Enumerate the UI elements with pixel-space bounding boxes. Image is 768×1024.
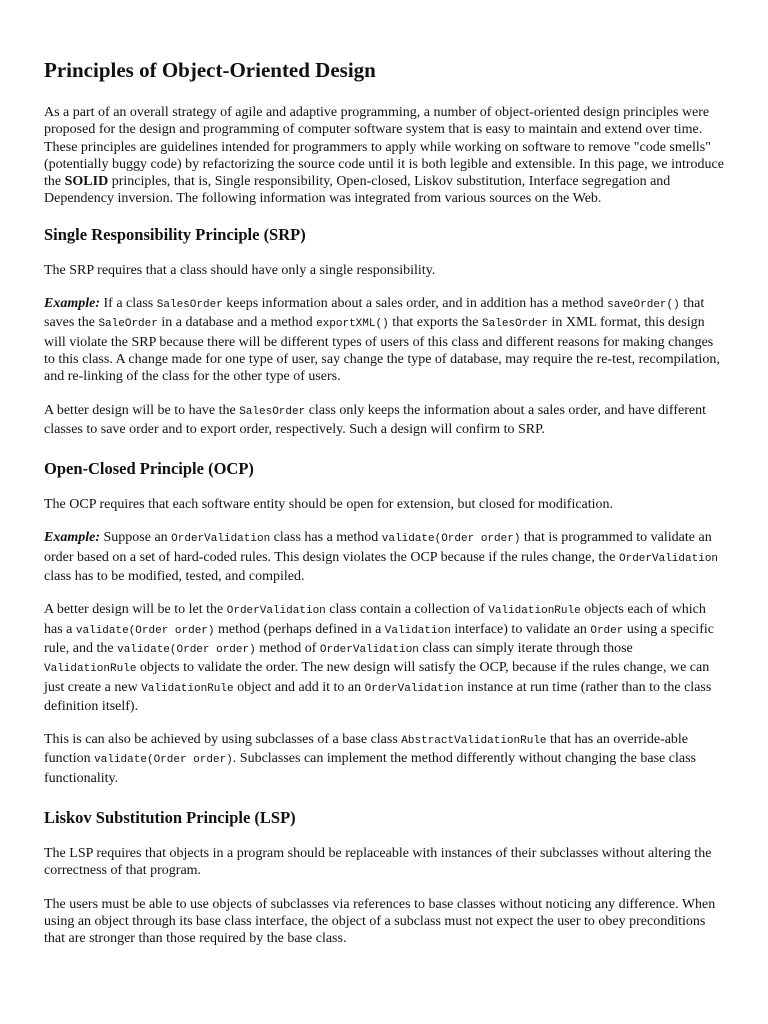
lsp-heading: Liskov Substitution Principle (LSP) <box>44 808 296 828</box>
code-validation: Validation <box>384 624 451 637</box>
intro-paragraph: As a part of an overall strategy of agile and adaptive programming, a number of object-oriented design principles were proposed for the design and programming of computer software system that is easy to maintain and extend over time. These principles are guidelines intended for programmers to apply while working on software to remove "code smells" (potentially buggy code) by refactorizing the source code until it is both legible and extensible. In this page, we introduce the SOLID principles, that is, Single responsibility, Open-closed, Liskov substitution, Interface segregation and Dependency inversion. The following information was integrated from various sources on the Web. <box>44 105 724 207</box>
code-saveorder: saveOrder() <box>607 299 680 312</box>
code-validationrule: ValidationRule <box>141 682 234 695</box>
code-salesorder: SalesOrder <box>239 405 306 418</box>
code-ordervalidation: OrderValidation <box>364 682 464 695</box>
srp-definition: The SRP requires that a class should have only a single responsibility. <box>44 262 436 278</box>
ocp-heading: Open-Closed Principle (OCP) <box>44 459 254 479</box>
code-order: Order <box>590 624 624 637</box>
code-validate: validate(Order order) <box>94 754 233 767</box>
code-exportxml: exportXML() <box>316 318 389 331</box>
code-salesorder: SalesOrder <box>156 299 223 312</box>
example-label: Example: <box>44 296 100 312</box>
code-ordervalidation: OrderValidation <box>619 552 719 565</box>
lsp-definition: The LSP requires that objects in a program should be replaceable with instances of their subclasses without altering the correctness of that program. <box>44 846 712 879</box>
srp-heading: Single Responsibility Principle (SRP) <box>44 224 306 244</box>
code-validationrule: ValidationRule <box>488 605 581 618</box>
code-validate: validate(Order order) <box>117 643 256 656</box>
code-ordervalidation: OrderValidation <box>171 533 271 546</box>
srp-better-design: A better design will be to have the SalesOrder class only keeps the information about a sales order, and have different classes to save order and to export order, respectively. Such a design will confirm to SRP. <box>44 402 706 437</box>
code-abstractvalidationrule: AbstractValidationRule <box>401 735 547 748</box>
ocp-definition: The OCP requires that each software entity should be open for extension, but closed for modification. <box>44 497 614 513</box>
code-validationrule: ValidationRule <box>44 663 137 676</box>
example-label: Example: <box>44 530 100 546</box>
code-validate: validate(Order order) <box>75 624 215 637</box>
code-validate: validate(Order order) <box>381 533 521 546</box>
code-saleorder: SaleOrder <box>98 318 158 331</box>
srp-example: Example: If a class SalesOrder keeps information about a sales order, and in addition has a method saveOrder() that saves the SaleOrder in a database and a method exportXML() that exports the SalesOrder in XML format, this design will violate the SRP because there will be different types of users of this class and different reasons for making changes to this class. A change made for one type of user, say change the type of database, may require the re-test, recompilation, and re-linking of the class for the other type of users. <box>44 296 720 385</box>
code-ordervalidation: OrderValidation <box>319 643 419 656</box>
ocp-subclass-alternative: This is can also be achieved by using subclasses of a base class AbstractValidationRule that has an override-able function validate(Order order). Subclasses can implement the method differently without changing the base class functionality. <box>44 732 696 786</box>
ocp-example: Example: Suppose an OrderValidation class has a method validate(Order order) that is programmed to validate an order based on a set of hard-coded rules. This design violates the OCP because if the rules change, the OrderValidation class has to be modified, tested, and compiled. <box>44 530 719 585</box>
code-salesorder: SalesOrder <box>482 318 549 331</box>
code-ordervalidation: OrderValidation <box>226 605 326 618</box>
solid-keyword: SOLID <box>64 174 109 190</box>
lsp-usage: The users must be able to use objects of subclasses via references to base classes without noticing any difference. When using an object through its base class interface, the object of a subclass must not expect the user to obey preconditions that are stronger than those required by the base class. <box>44 896 716 947</box>
page-title: Principles of Object-Oriented Design <box>44 58 376 82</box>
ocp-better-design: A better design will be to let the OrderValidation class contain a collection of ValidationRule objects each of which has a validate(Order order) method (perhaps defined in a Validation interface) to validate an Order using a specific rule, and the validate(Order order) method of OrderValidation class can simply iterate through those ValidationRule objects to validate the order. The new design will satisfy the OCP, because if the rules change, we can just create a new ValidationRule object and add it to an OrderValidation instance at run time (rather than to the class definition itself). <box>44 602 714 714</box>
